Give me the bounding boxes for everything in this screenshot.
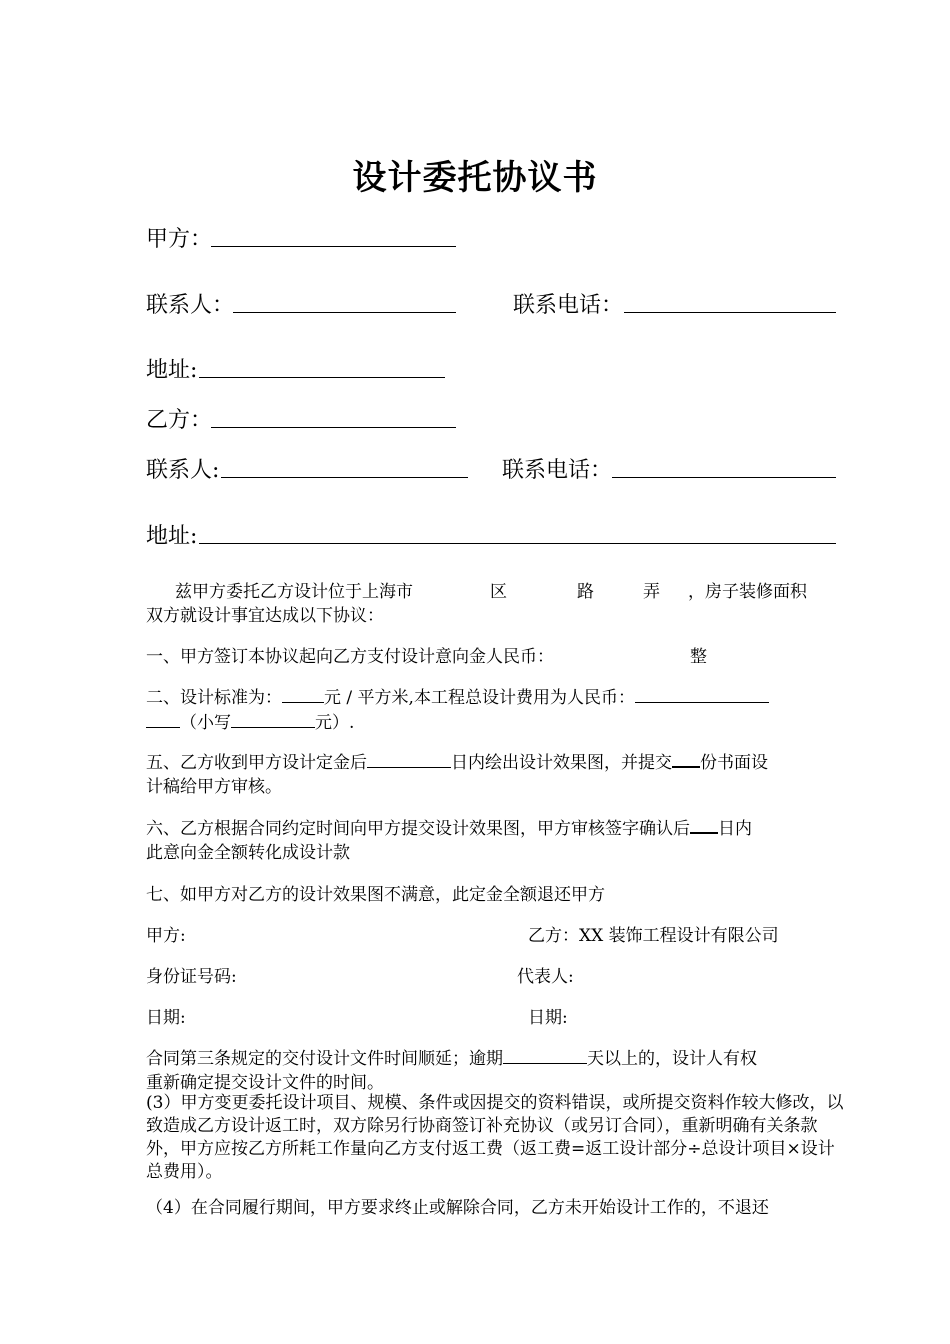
party-a-blank[interactable] (211, 246, 456, 247)
party-a-address-blank[interactable] (199, 377, 445, 378)
intro-line2: 双方就设计事宜达成以下协议： (146, 606, 384, 626)
party-a-address-label: 地址: (146, 358, 198, 383)
party-a-label: 甲方： (146, 227, 213, 252)
clause-2-d: 元）. (315, 713, 355, 733)
extra-p2: (3）甲方变更委托设计项目、规模、条件或因提交的资料错误，或所提交资料作较大修改，以致造成乙方设计返工时，双方除另行协商签订补充协议（或另订合同），重新明确有关条款外，甲方应按乙方所耗工作量向乙方支付返工费（返工费=返工设计部分÷总设计项目×设计总费用）。 (146, 1093, 844, 1182)
party-b-label: 乙方： (146, 408, 213, 433)
party-b-phone-label: 联系电话： (502, 458, 613, 483)
intro-text: 兹甲方委托乙方设计位于上海市 (175, 582, 413, 602)
clause-2-b: 元 / 平方米,本工程总设计费用为人民币： (324, 688, 635, 708)
clause-7: 七、如甲方对乙方的设计效果图不满意，此定金全额退还甲方 (146, 885, 605, 905)
page-title: 设计委托协议书 (352, 158, 598, 198)
party-b-address-blank[interactable] (199, 543, 836, 544)
clause-5-line1 (146, 748, 768, 773)
clause-5-a: 五、乙方收到甲方设计定金后 (146, 753, 367, 773)
clause-2-line2 (146, 708, 354, 733)
party-b-contact-label: 联系人: (146, 458, 220, 483)
sign-rep-label: 代表人: (517, 967, 574, 987)
clause-5-c: 份书面设 (700, 753, 768, 773)
intro-lane: 弄 (643, 582, 660, 602)
party-b-phone-blank[interactable] (612, 477, 836, 478)
sign-date-b: 日期: (528, 1008, 568, 1028)
intro-district: 区 (490, 582, 507, 602)
sign-party-b: 乙方：XX 装饰工程设计有限公司 (528, 926, 779, 946)
party-b-blank[interactable] (211, 427, 456, 428)
party-a-contact-blank[interactable] (233, 312, 456, 313)
intro-area: ，房子装修面积 (688, 582, 807, 602)
extra-p1a: 合同第三条规定的交付设计文件时间顺延；逾期 (146, 1049, 503, 1069)
sign-id-label: 身份证号码: (146, 967, 237, 987)
intro-road: 路 (577, 582, 594, 602)
sign-date-a: 日期: (146, 1008, 186, 1028)
small-amount-blank[interactable] (231, 710, 315, 728)
clause-5-b: 日内绘出设计效果图，并提交 (451, 753, 672, 773)
clause-2-line1 (146, 683, 769, 708)
rate-blank[interactable] (282, 685, 324, 703)
extra-p3: （4）在合同履行期间，甲方要求终止或解除合同，乙方未开始设计工作的，不退还 (146, 1198, 769, 1218)
overdue-days-blank[interactable] (503, 1046, 587, 1064)
days-blank[interactable] (367, 750, 451, 768)
party-a-contact-label: 联系人： (146, 293, 235, 318)
confirm-days-blank[interactable] (690, 815, 718, 834)
clause-5-line2: 计稿给甲方审核。 (146, 777, 282, 797)
clause-6-line1 (146, 814, 752, 839)
clause-2-a: 二、设计标准为： (146, 688, 282, 708)
total-fee-blank-cont[interactable] (146, 710, 180, 728)
party-a-phone-blank[interactable] (624, 312, 836, 313)
party-b-address-label: 地址: (146, 524, 198, 549)
clause-2-c: （小写 (180, 713, 231, 733)
sign-party-a: 甲方: (146, 926, 186, 946)
extra-p1-line2: 重新确定提交设计文件的时间。 (146, 1073, 384, 1093)
extra-p1b: 天以上的，设计人有权 (587, 1049, 757, 1069)
clause-6-a: 六、乙方根据合同约定时间向甲方提交设计效果图，甲方审核签字确认后 (146, 819, 690, 839)
clause-6-line2: 此意向金全额转化成设计款 (146, 843, 350, 863)
clause-1-suffix: 整 (690, 647, 707, 667)
party-b-contact-blank[interactable] (221, 477, 468, 478)
clause-6-b: 日内 (718, 819, 752, 839)
extra-p1-line1 (146, 1044, 757, 1069)
total-fee-blank[interactable] (635, 685, 769, 703)
clause-1-text: 一、甲方签订本协议起向乙方支付设计意向金人民币： (146, 647, 554, 667)
party-a-phone-label: 联系电话： (513, 293, 624, 318)
copies-blank[interactable] (672, 749, 700, 768)
